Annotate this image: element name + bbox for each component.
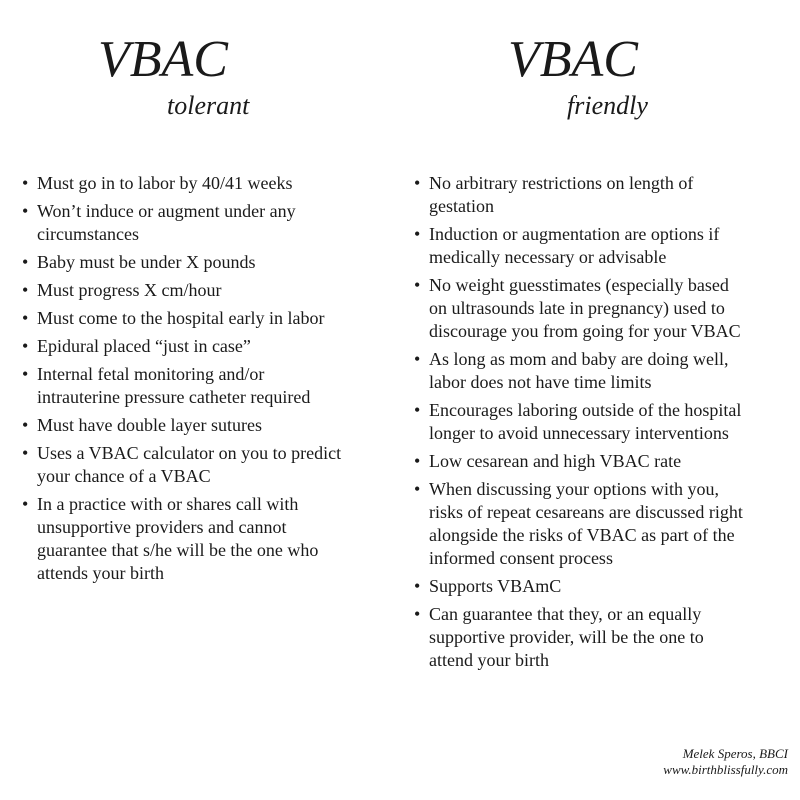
- list-item-line: No weight guesstimates (especially based: [429, 275, 729, 295]
- tolerant-title: VBAC: [98, 31, 228, 88]
- list-item: [414, 348, 743, 394]
- list-item: [414, 399, 743, 445]
- list-item-line: labor does not have time limits: [429, 372, 652, 392]
- list-item-line: intrauterine pressure catheter required: [37, 387, 311, 407]
- bullet-icon: •: [414, 400, 421, 420]
- list-item: [22, 307, 341, 330]
- list-item-line: on ultrasounds late in pregnancy) used to: [429, 298, 725, 318]
- bullet-icon: •: [22, 415, 29, 435]
- bullet-icon: •: [22, 494, 29, 514]
- list-item-line: No arbitrary restrictions on length of: [429, 173, 694, 193]
- list-item: [22, 363, 341, 409]
- list-item: [414, 223, 743, 269]
- bullet-icon: •: [22, 201, 29, 221]
- list-item: [22, 493, 341, 585]
- bullet-icon: •: [414, 576, 421, 596]
- list-item: [22, 414, 341, 437]
- list-item-line: Low cesarean and high VBAC rate: [429, 451, 682, 471]
- list-item: [414, 450, 743, 473]
- list-item-line: Must have double layer sutures: [37, 415, 262, 435]
- list-item-line: risks of repeat cesareans are discussed right: [429, 502, 743, 522]
- list-item-line: Baby must be under X pounds: [37, 252, 256, 272]
- list-item-line: your chance of a VBAC: [37, 466, 211, 486]
- footer: [663, 746, 788, 778]
- friendly-list: [414, 172, 743, 677]
- list-item-line: circumstances: [37, 224, 139, 244]
- list-item: [414, 172, 743, 218]
- list-item-line: Encourages laboring outside of the hospital: [429, 400, 742, 420]
- list-item-line: Uses a VBAC calculator on you to predict: [37, 443, 342, 463]
- list-item-line: Epidural placed “just in case”: [37, 336, 251, 356]
- list-item: [414, 575, 743, 598]
- author-credit: Melek Speros, BBCI: [682, 746, 788, 761]
- list-item-line: guarantee that s/he will be the one who: [37, 540, 319, 560]
- list-item-line: Induction or augmentation are options if: [429, 224, 720, 244]
- list-item: [414, 478, 743, 570]
- bullet-icon: •: [22, 252, 29, 272]
- list-item-line: Internal fetal monitoring and/or: [37, 364, 265, 384]
- bullet-icon: •: [414, 604, 421, 624]
- bullet-icon: •: [414, 479, 421, 499]
- list-item-line: When discussing your options with you,: [429, 479, 719, 499]
- tolerant-subtitle: tolerant: [167, 91, 250, 120]
- list-item: [22, 172, 341, 195]
- bullet-icon: •: [22, 280, 29, 300]
- list-item-line: Must progress X cm/hour: [37, 280, 222, 300]
- bullet-icon: •: [22, 336, 29, 356]
- bullet-icon: •: [414, 451, 421, 471]
- list-item-line: gestation: [429, 196, 494, 216]
- bullet-icon: •: [414, 224, 421, 244]
- list-item-line: alongside the risks of VBAC as part of the: [429, 525, 735, 545]
- list-item-line: Must come to the hospital early in labor: [37, 308, 325, 328]
- bullet-icon: •: [22, 173, 29, 193]
- list-item-line: longer to avoid unnecessary interventions: [429, 423, 729, 443]
- list-item: [22, 251, 341, 274]
- list-item-line: Must go in to labor by 40/41 weeks: [37, 173, 293, 193]
- list-item-line: medically necessary or advisable: [429, 247, 667, 267]
- list-item-line: As long as mom and baby are doing well,: [429, 349, 729, 369]
- bullet-icon: •: [22, 364, 29, 384]
- bullet-icon: •: [414, 275, 421, 295]
- list-item: [22, 200, 341, 246]
- list-item: [22, 442, 341, 488]
- list-item-line: attends your birth: [37, 563, 164, 583]
- bullet-icon: •: [22, 308, 29, 328]
- list-item-line: attend your birth: [429, 650, 549, 670]
- website-text: www.birthblissfully.com: [663, 762, 788, 777]
- list-item-line: discourage you from going for your VBAC: [429, 321, 741, 341]
- list-item: [22, 335, 341, 358]
- bullet-icon: •: [414, 349, 421, 369]
- friendly-subtitle: friendly: [567, 91, 648, 120]
- bullet-icon: •: [22, 443, 29, 463]
- bullet-icon: •: [414, 173, 421, 193]
- list-item: [414, 274, 743, 343]
- list-item: [414, 603, 743, 672]
- friendly-title: VBAC: [508, 31, 638, 88]
- list-item-line: informed consent process: [429, 548, 613, 568]
- list-item: [22, 279, 341, 302]
- list-item-line: Can guarantee that they, or an equally: [429, 604, 702, 624]
- tolerant-list: [22, 172, 341, 590]
- list-item-line: supportive provider, will be the one to: [429, 627, 704, 647]
- list-item-line: Supports VBAmC: [429, 576, 562, 596]
- list-item-line: unsupportive providers and cannot: [37, 517, 287, 537]
- list-item-line: Won’t induce or augment under any: [37, 201, 296, 221]
- list-item-line: In a practice with or shares call with: [37, 494, 299, 514]
